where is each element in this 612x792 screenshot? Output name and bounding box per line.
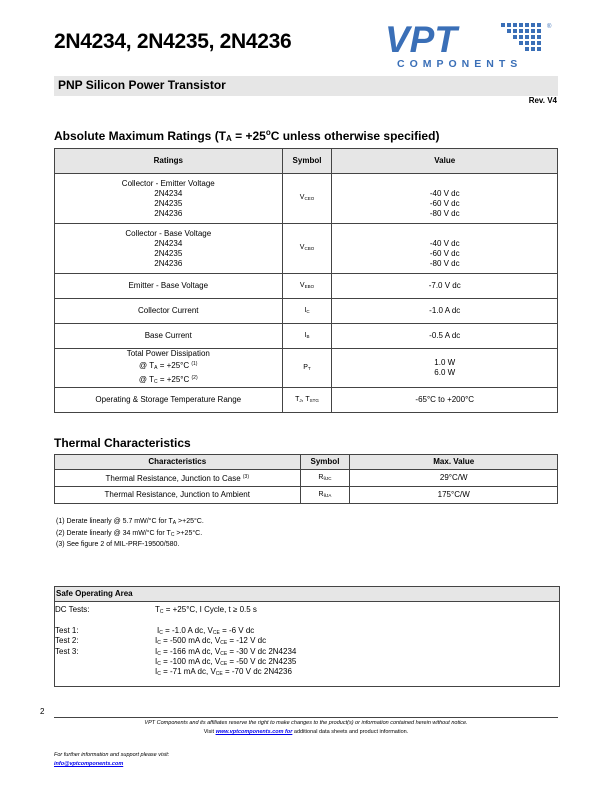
table-row (55, 224, 558, 274)
website-link[interactable]: www.vptcomponents.com for (215, 729, 293, 735)
symbol-cell: $V_{CEO}$ (282, 174, 332, 224)
test-2-label: Test 2: (55, 636, 79, 645)
absolute-max-ratings-table (54, 148, 558, 413)
col-symbol: Symbol (282, 149, 332, 174)
rating-cell: Base Current (55, 324, 283, 349)
footnote-3: (3) See figure 2 of MIL-PRF-19500/580. (56, 541, 180, 548)
symbol-cell: $V_{CBO}$ (282, 224, 332, 274)
rating-cell: Collector Current (55, 299, 283, 324)
disclaimer: VPT Components and its affiliates reserve the right to make changes to the product(s) or information contained herein without notice. (144, 720, 468, 726)
table-row (55, 174, 558, 224)
value-cell: -40 V dc -60 V dc -80 V dc (332, 224, 558, 274)
table-row (55, 324, 558, 349)
safe-operating-area-box (54, 586, 560, 687)
table-row (55, 470, 558, 487)
rating-cell: Operating & Storage Temperature Range (55, 388, 283, 413)
test-3-label: Test 3: (55, 647, 79, 656)
table-row (55, 487, 558, 504)
visit-line: Visit www.vptcomponents.com for additional data sheets and product information. (203, 729, 409, 735)
logo-text: VPT (385, 21, 457, 60)
page-number: 2 (40, 707, 45, 716)
soa-title: Safe Operating Area (56, 589, 133, 598)
footer-divider (54, 717, 558, 718)
value-cell: -0.5 A dc (332, 324, 558, 349)
symbol-cell: $V_{EBO}$ (282, 274, 332, 299)
value-cell: -65°C to +200°C (332, 388, 558, 413)
characteristic-cell: Thermal Resistance, Junction to Ambient (55, 487, 301, 504)
table-row (55, 274, 558, 299)
dc-tests-label: DC Tests: (55, 605, 90, 614)
test-3c-conditions: $I_C = -71$ mA dc, $V_{CE} = -70$ V dc 2N4236 (155, 667, 292, 677)
vpt-components-logo (385, 21, 555, 71)
value-cell: 175°C/W (350, 487, 558, 504)
thermal-characteristics-table (54, 454, 558, 504)
thermal-section-title: Thermal Characteristics (54, 436, 191, 450)
symbol-cell: $I_C$ (282, 299, 332, 324)
test-2-conditions: $I_C = -500$ mA dc, $V_{CE} = -12$ V dc (155, 636, 267, 646)
footnote-1: (1) Derate linearly @ 5.7 mW/°C for $T_A >+25^\circ C$. (56, 518, 204, 526)
col-ratings: Ratings (55, 149, 283, 174)
revision-label: Rev. V4 (528, 96, 557, 105)
col-symbol: Symbol (300, 455, 350, 470)
logo-subtext: COMPONENTS (397, 58, 523, 70)
table-header-row (55, 149, 558, 174)
dc-tests-conditions: $T_C = +25^\circ C$, I Cycle, t ≥ 0.5 s (155, 605, 257, 615)
symbol-cell: $R_{\theta JA}$ (300, 487, 350, 504)
test-3a-conditions: $I_C = -166$ mA dc, $V_{CE} = -30$ V dc 2N4234 (155, 647, 297, 657)
table-row (55, 299, 558, 324)
footnote-2: (2) Derate linearly @ 34 mW/°C for $T_C >+25^\circ C$. (56, 529, 203, 538)
value-cell: 29°C/W (350, 470, 558, 487)
symbol-cell: $P_T$ (282, 349, 332, 388)
test-1-label: Test 1: (55, 626, 79, 635)
product-subtitle: PNP Silicon Power Transistor (58, 78, 226, 92)
table-row (55, 388, 558, 413)
col-max-value: Max. Value (350, 455, 558, 470)
logo-dot-grid-icon (501, 23, 541, 51)
document-title: 2N4234, 2N4235, 2N4236 (54, 30, 292, 53)
table-header-row (55, 455, 558, 470)
symbol-cell: $R_{\theta JC}$ (300, 470, 350, 487)
rating-cell: Total Power Dissipation @ $T_A = +25^\circ C$ $^{(1)}$ @ $T_C = +25^\circ C$ $^{(2)}$ (55, 349, 283, 388)
test-1-conditions: $I_C = -1.0$ A dc, $V_{CE} = -6$ V dc (157, 626, 255, 636)
rating-cell: Emitter - Base Voltage (55, 274, 283, 299)
test-3b-conditions: $I_C = -100$ mA dc, $V_{CE} = -50$ V dc 2N4235 (155, 657, 297, 667)
support-email-link[interactable]: info@vptcomponents.com (54, 761, 124, 767)
amr-section-title: Absolute Maximum Ratings ($TA = +25^oC$ unless otherwise specified) (54, 128, 440, 143)
rating-cell: Collector - Base Voltage 2N4234 2N4235 2N4236 (55, 224, 283, 274)
table-row (55, 349, 558, 388)
footnotes (56, 517, 204, 550)
value-cell: -1.0 A dc (332, 299, 558, 324)
support-text: For further information and support please visit: (54, 752, 170, 758)
registered-mark: ® (547, 24, 552, 30)
col-characteristics: Characteristics (55, 455, 301, 470)
value-cell: 1.0 W 6.0 W (332, 349, 558, 388)
value-cell: -7.0 V dc (332, 274, 558, 299)
symbol-cell: $I_B$ (282, 324, 332, 349)
value-cell: -40 V dc -60 V dc -80 V dc (332, 174, 558, 224)
characteristic-cell: Thermal Resistance, Junction to Case $^{(3)}$ (55, 470, 301, 487)
soa-header (55, 587, 559, 602)
col-value: Value (332, 149, 558, 174)
symbol-cell: $T_J$, $T_{STG}$ (282, 388, 332, 413)
rating-cell: Collector - Emitter Voltage 2N4234 2N4235 2N4236 (55, 174, 283, 224)
